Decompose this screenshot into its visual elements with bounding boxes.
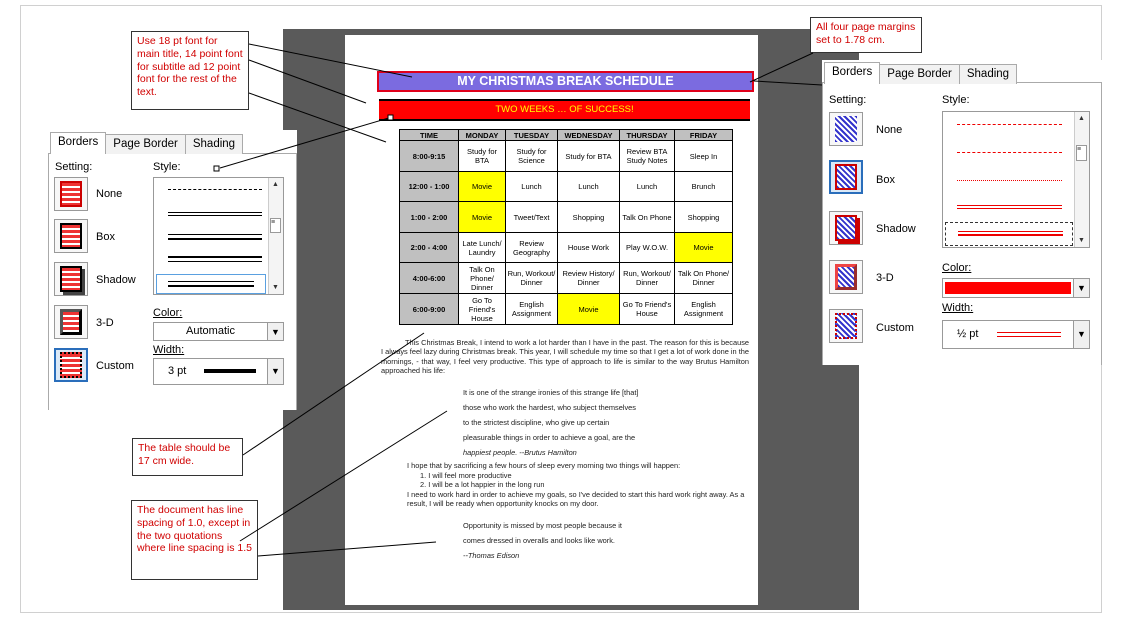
- setting-box-button[interactable]: [829, 160, 863, 194]
- none-border-icon: [60, 181, 82, 207]
- schedule-table: [399, 129, 733, 325]
- setting-label-shadow[interactable]: Shadow: [96, 274, 136, 286]
- table-cell: Tweet/Text: [506, 202, 558, 233]
- callout-page-margins: All four page margins set to 1.78 cm.: [810, 17, 922, 53]
- quote-line: to the strictest discipline, who give up certain: [463, 418, 610, 427]
- setting-box-button[interactable]: [54, 219, 88, 253]
- style-option-thin-thick[interactable]: [168, 234, 262, 240]
- width-dropdown[interactable]: [153, 358, 284, 385]
- width-preview-line: [204, 369, 256, 373]
- color-label: Color:: [942, 262, 972, 274]
- width-label: Width:: [942, 302, 974, 314]
- time-cell: 2:00 - 4:00: [400, 233, 459, 263]
- style-label: Style:: [942, 94, 970, 106]
- dropdown-arrow-icon[interactable]: ▼: [267, 359, 283, 384]
- width-preview-line: [997, 332, 1061, 337]
- right-borders-dialog: [822, 60, 1102, 365]
- none-border-icon: [835, 116, 857, 142]
- time-cell: 12:00 - 1:00: [400, 172, 459, 202]
- width-value: ½ pt: [957, 328, 979, 340]
- table-row: [400, 202, 733, 233]
- width-value: 3 pt: [168, 365, 187, 377]
- style-option-dashdot[interactable]: [168, 189, 262, 190]
- quote-line: comes dressed in overalls and looks like work.: [463, 536, 615, 545]
- style-option-thick-thin[interactable]: [168, 256, 262, 262]
- table-cell: Play W.O.W.: [620, 233, 675, 263]
- dropdown-arrow-icon[interactable]: ▼: [267, 323, 283, 340]
- color-value: Automatic: [186, 325, 235, 337]
- color-dropdown[interactable]: [153, 322, 284, 341]
- left-style-list[interactable]: [153, 177, 284, 295]
- dropdown-arrow-icon[interactable]: ▼: [1073, 321, 1089, 348]
- quote-line: It is one of the strange ironies of this strange life [that]: [463, 388, 639, 397]
- table-row: [400, 141, 733, 172]
- setting-label: Setting:: [55, 161, 93, 173]
- table-header-cell: THURSDAY: [620, 130, 675, 141]
- table-header-cell: MONDAY: [459, 130, 506, 141]
- tab-borders[interactable]: Borders: [50, 132, 106, 154]
- table-cell: Study for Science: [506, 141, 558, 172]
- style-option-selected[interactable]: [945, 222, 1073, 246]
- table-cell: Movie: [459, 172, 506, 202]
- paragraph-intro: This Christmas Break, I intend to work a lot harder than I have in the past. The reason for this is because I always feel lazy during Christmas break. This year, I will schedule my time so that I get a lot of work done in the mornings, - that way, I feel very productive. This type of approach to life is similar to the way Brutus Hamilton approached his life:: [381, 338, 749, 375]
- table-cell: Run, Workout/ Dinner: [620, 263, 675, 294]
- shadow-border-icon: [60, 266, 82, 292]
- callout-font-sizes: Use 18 pt font for main title, 14 point font for subtitle ad 12 point font for the rest of the text.: [131, 31, 249, 110]
- quote-line: happiest people. --Brutus Hamilton: [463, 448, 577, 457]
- list-item: 2. I will be a lot happier in the long run: [420, 480, 545, 489]
- width-dropdown[interactable]: [942, 320, 1090, 349]
- table-header-cell: WEDNESDAY: [558, 130, 620, 141]
- table-cell: Go To Friend's House: [459, 294, 506, 325]
- table-cell: Movie: [558, 294, 620, 325]
- 3d-border-icon: [835, 264, 857, 290]
- table-header-row: [400, 130, 733, 141]
- custom-border-icon: [60, 352, 82, 378]
- time-cell: 1:00 - 2:00: [400, 202, 459, 233]
- color-label: Color:: [153, 307, 183, 319]
- color-dropdown[interactable]: [942, 278, 1090, 298]
- custom-border-icon: [835, 313, 857, 339]
- table-cell: Lunch: [558, 172, 620, 202]
- style-option-dashdotdot[interactable]: [957, 180, 1062, 181]
- tab-shading[interactable]: Shading: [959, 64, 1017, 84]
- right-dialog-tabs: [824, 64, 1016, 84]
- table-cell: Shopping: [558, 202, 620, 233]
- table-cell: Movie: [459, 202, 506, 233]
- setting-label-none[interactable]: None: [876, 124, 903, 136]
- table-cell: Study for BTA: [558, 141, 620, 172]
- time-cell: 6:00-9:00: [400, 294, 459, 325]
- table-header-cell: TUESDAY: [506, 130, 558, 141]
- style-label: Style:: [153, 161, 181, 173]
- setting-label-custom[interactable]: Custom: [876, 322, 914, 334]
- paragraph-hope: I hope that by sacrificing a few hours of sleep every morning two things will happen:: [407, 461, 681, 470]
- table-row: [400, 172, 733, 202]
- setting-label-shadow[interactable]: Shadow: [876, 223, 916, 235]
- style-option-selected[interactable]: [156, 274, 266, 294]
- table-cell: Brunch: [675, 172, 733, 202]
- time-cell: 8:00-9:15: [400, 141, 459, 172]
- table-cell: Talk On Phone/ Dinner: [459, 263, 506, 294]
- table-cell: English Assignment: [675, 294, 733, 325]
- box-border-icon: [835, 164, 857, 190]
- table-cell: Talk On Phone/ Dinner: [675, 263, 733, 294]
- table-cell: House Work: [558, 233, 620, 263]
- setting-label-custom[interactable]: Custom: [96, 360, 134, 372]
- tab-page-border[interactable]: Page Border: [105, 134, 186, 154]
- tab-borders[interactable]: Borders: [824, 62, 880, 84]
- table-cell: Talk On Phone: [620, 202, 675, 233]
- setting-label-3d[interactable]: 3-D: [876, 272, 894, 284]
- table-cell: Shopping: [675, 202, 733, 233]
- style-option-dashdot[interactable]: [957, 152, 1062, 153]
- table-row: [400, 263, 733, 294]
- table-cell: Review History/ Dinner: [558, 263, 620, 294]
- table-cell: Go To Friend's House: [620, 294, 675, 325]
- paragraph-work: I need to work hard in order to achieve my goals, so I've decided to start this hard work right away. As a result, I will be ready when opportunity knocks on my door.: [407, 490, 745, 509]
- style-scrollbar[interactable]: ▲ ≡ ▼: [1074, 112, 1089, 247]
- table-cell: Late Lunch/ Laundry: [459, 233, 506, 263]
- style-option-dashed[interactable]: [957, 124, 1062, 125]
- tab-shading[interactable]: Shading: [185, 134, 243, 154]
- table-header-cell: TIME: [400, 130, 459, 141]
- quotation-hamilton: [463, 385, 667, 460]
- setting-label-3d[interactable]: 3-D: [96, 317, 114, 329]
- document-title: MY CHRISTMAS BREAK SCHEDULE: [377, 71, 754, 92]
- color-swatch: [945, 282, 1071, 294]
- setting-label: Setting:: [829, 94, 867, 106]
- table-cell: Review BTA Study Notes: [620, 141, 675, 172]
- table-cell: Study for BTA: [459, 141, 506, 172]
- table-header-cell: FRIDAY: [675, 130, 733, 141]
- 3d-border-icon: [60, 309, 82, 335]
- list-item: 1. I will feel more productive: [420, 471, 512, 480]
- tab-page-border[interactable]: Page Border: [879, 64, 960, 84]
- time-cell: 4:00-6:00: [400, 263, 459, 294]
- setting-label-box[interactable]: Box: [96, 231, 115, 243]
- table-row: [400, 233, 733, 263]
- table-row: [400, 294, 733, 325]
- quote-line: pleasurable things in order to achieve a goal, are the: [463, 433, 636, 442]
- callout-line-spacing: The document has line spacing of 1.0, except in the two quotations where line spacing is 1.5: [131, 500, 258, 580]
- quote-line: those who work the hardest, who subject themselves: [463, 403, 636, 412]
- dropdown-arrow-icon[interactable]: ▼: [1073, 279, 1089, 297]
- callout-table-width: The table should be 17 cm wide.: [132, 438, 243, 476]
- table-cell: Sleep In: [675, 141, 733, 172]
- setting-shadow-button[interactable]: [829, 211, 863, 245]
- setting-shadow-button[interactable]: [54, 262, 88, 296]
- setting-3d-button[interactable]: [54, 305, 88, 339]
- table-cell: English Assignment: [506, 294, 558, 325]
- style-option-double[interactable]: [957, 205, 1062, 209]
- width-label: Width:: [153, 344, 185, 356]
- quotation-edison: [463, 518, 667, 563]
- table-cell: Review Geography: [506, 233, 558, 263]
- setting-none-button[interactable]: [54, 177, 88, 211]
- right-style-list[interactable]: [942, 111, 1090, 248]
- left-borders-dialog: [45, 130, 297, 410]
- document-subtitle: TWO WEEKS … OF SUCCESS!: [379, 101, 750, 119]
- table-cell: Lunch: [506, 172, 558, 202]
- setting-none-button[interactable]: [829, 112, 863, 146]
- setting-3d-button[interactable]: [829, 260, 863, 294]
- left-dialog-tabs: [50, 134, 242, 154]
- box-border-icon: [60, 223, 82, 249]
- setting-label-box[interactable]: Box: [876, 174, 895, 186]
- style-scrollbar[interactable]: ▲ ≡ ▼: [268, 178, 283, 294]
- table-cell: Run, Workout/ Dinner: [506, 263, 558, 294]
- quote-line: Opportunity is missed by most people because it: [463, 521, 622, 530]
- quote-line: --Thomas Edison: [463, 551, 520, 560]
- table-cell: Movie: [675, 233, 733, 263]
- setting-custom-button[interactable]: [54, 348, 88, 382]
- shadow-border-icon: [835, 215, 857, 241]
- document-subtitle-bar: [379, 99, 750, 121]
- table-cell: Lunch: [620, 172, 675, 202]
- style-option-double[interactable]: [168, 212, 262, 216]
- setting-label-none[interactable]: None: [96, 188, 123, 200]
- setting-custom-button[interactable]: [829, 309, 863, 343]
